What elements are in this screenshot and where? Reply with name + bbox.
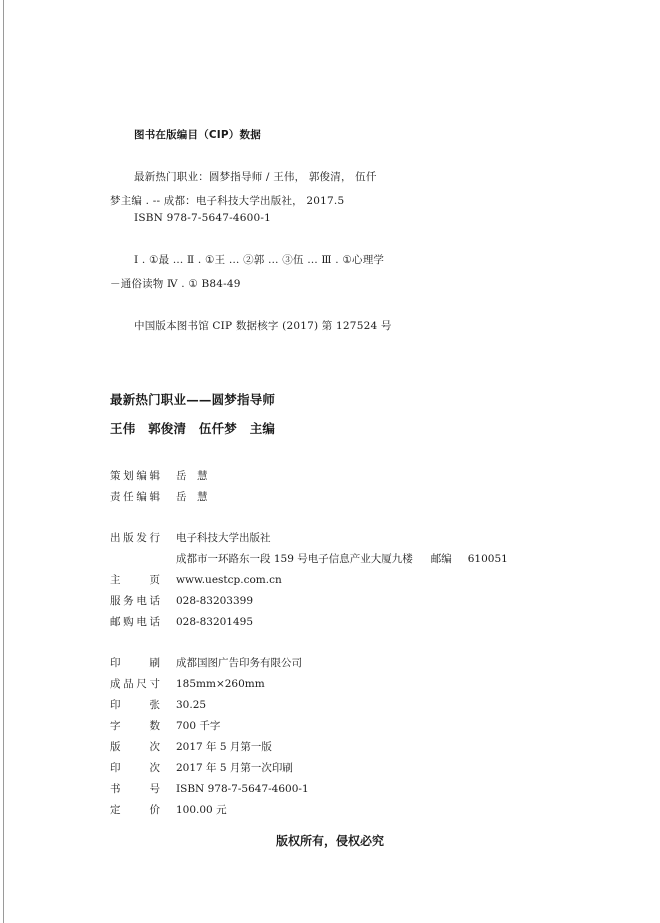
homepage-url: www.uestcp.com.cn (176, 574, 282, 586)
info-value: 2017 年 5 月第一次印刷 (176, 762, 293, 774)
publisher-address-line (176, 552, 508, 566)
info-value: ISBN 978-7-5647-4600-1 (176, 783, 309, 795)
cip-classification-2: －通俗读物 Ⅳ . ① B84-49 (110, 278, 241, 290)
info-label: 印 次 (110, 762, 160, 774)
info-label: 印 张 (110, 699, 160, 711)
cip-classification-1: Ⅰ . ①最 … Ⅱ . ①王 … ②郭 … ③伍 … Ⅲ . ①心理学 (134, 254, 385, 266)
info-value: 岳 慧 (176, 491, 208, 503)
info-label: 书 号 (110, 783, 160, 795)
cip-line-1: 最新热门职业：圆梦指导师 / 王伟， 郭俊清， 伍仟 (134, 171, 377, 183)
info-label: 成 品 尺 寸 (110, 678, 160, 690)
info-label: 责 任 编 辑 (110, 491, 160, 503)
info-value: 岳 慧 (176, 470, 208, 482)
info-value: 2017 年 5 月第一版 (176, 741, 272, 753)
info-label: 出 版 发 行 (110, 532, 160, 544)
publisher-address: 成都市一环路东一段 159 号电子信息产业大厦九楼 (176, 553, 413, 565)
info-value: 成都国图广告印务有限公司 (176, 657, 302, 669)
copyright-notice: 版权所有，侵权必究 (275, 834, 384, 848)
cip-line-2: 梦主编 . -- 成都：电子科技大学出版社， 2017.5 (110, 195, 345, 207)
cip-heading: 图书在版编目（CIP）数据 (134, 129, 261, 141)
service-phone: 028-83203399 (176, 595, 254, 607)
book-title: 最新热门职业——圆梦指导师 (110, 392, 276, 407)
info-label: 主 页 (110, 574, 160, 586)
info-label: 印 刷 (110, 657, 160, 669)
info-label: 字 数 (110, 720, 160, 732)
cip-record-number: 中国版本图书馆 CIP 数据核字 (2017) 第 127524 号 (134, 320, 392, 332)
cip-isbn: ISBN 978-7-5647-4600-1 (134, 212, 272, 224)
info-value: 700 千字 (176, 720, 221, 732)
info-label: 版 次 (110, 741, 160, 753)
info-label: 定 价 (110, 804, 160, 816)
postal-code: 610051 (467, 553, 508, 565)
info-value: 30.25 (176, 699, 207, 711)
publisher-name: 电子科技大学出版社 (176, 532, 271, 544)
book-editors: 王伟 郭俊清 伍仟梦 主编 (110, 421, 276, 436)
postal-label: 邮编 (430, 553, 452, 565)
info-label: 邮 购 电 话 (110, 616, 160, 628)
info-label: 策 划 编 辑 (110, 470, 160, 482)
mail-order-phone: 028-83201495 (176, 616, 254, 628)
info-label: 服 务 电 话 (110, 595, 160, 607)
info-value: 185mm×260mm (176, 678, 265, 690)
info-value: 100.00 元 (176, 804, 227, 816)
